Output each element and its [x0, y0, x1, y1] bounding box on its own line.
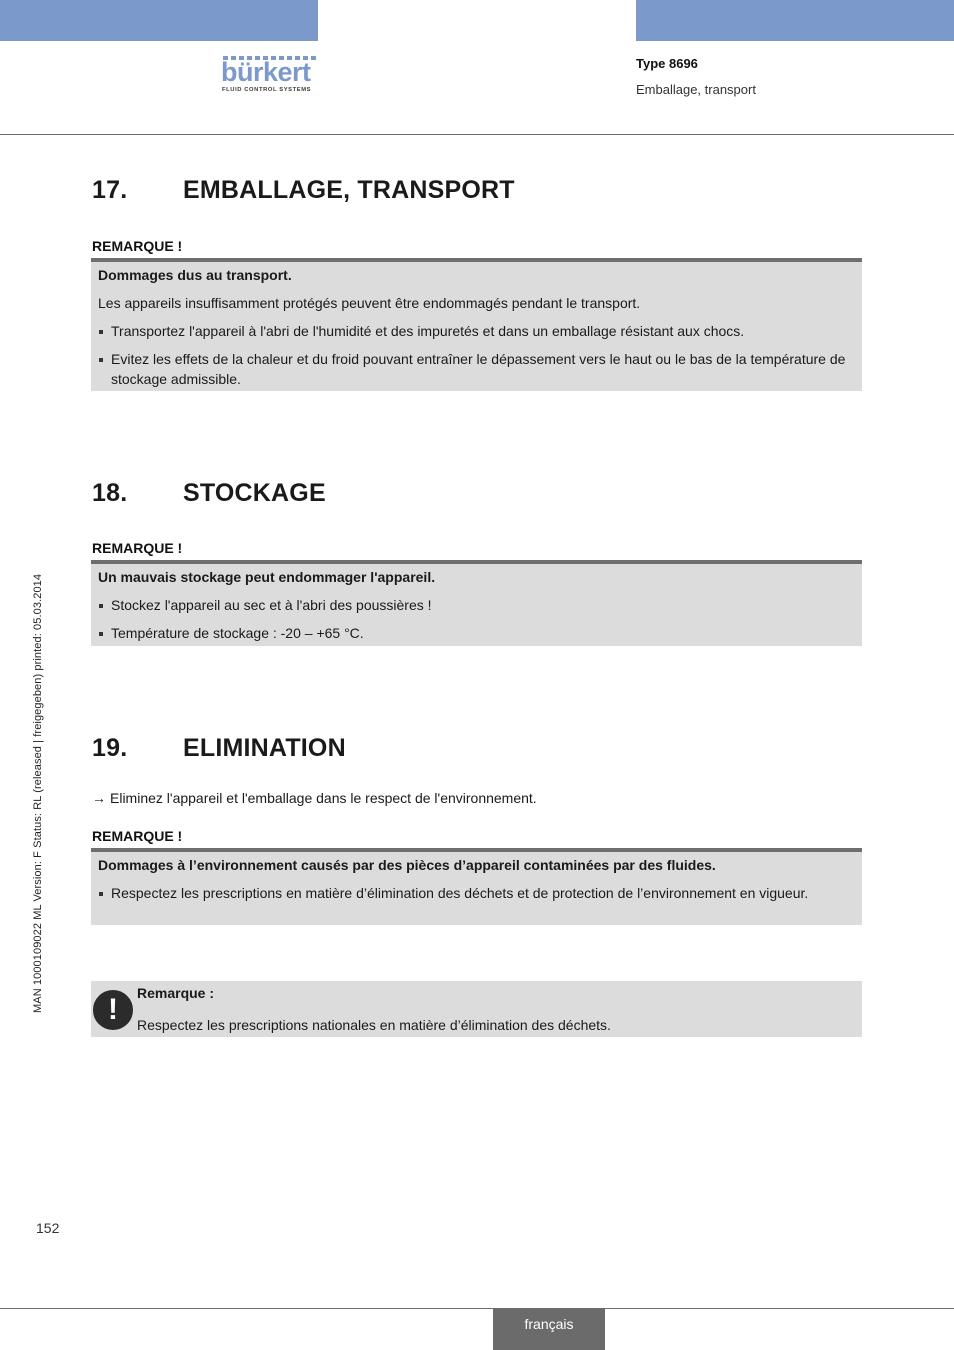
list-item: Transportez l'appareil à l'abri de l'humidité et des impuretés et dans un emballage résistant aux chocs. [98, 321, 846, 341]
exclamation-icon: ! [91, 988, 135, 1032]
list-item: Respectez les prescriptions en matière d’élimination des déchets et de protection de l’environnement en vigueur. [98, 883, 846, 903]
note-heading: Dommages à l’environnement causés par des pièces d’appareil contaminées par des fluides. [98, 857, 716, 873]
action-text: Eliminez l'appareil et l'emballage dans le respect de l'environnement. [110, 790, 537, 806]
note-box-elimination [91, 848, 862, 925]
logo-wordmark: bürkert [221, 57, 311, 87]
remark-label: REMARQUE ! [92, 828, 183, 844]
header-divider [0, 134, 954, 135]
arrow-right-icon: → [92, 790, 106, 806]
burkert-logo [221, 56, 319, 96]
info-note-title: Remarque : [137, 985, 215, 1001]
header-subtitle: Emballage, transport [636, 82, 756, 97]
section-number: 17. [92, 176, 128, 204]
remark-label: REMARQUE ! [92, 238, 183, 254]
note-box-storage [91, 560, 862, 646]
document-reference: MAN 1000109022 ML Version: F Status: RL (released | freigegeben) printed: 05.03.2014 [32, 573, 44, 1013]
logo-tagline: FLUID CONTROL SYSTEMS [222, 87, 312, 93]
info-note-text: Respectez les prescriptions nationales en matière d’élimination des déchets. [137, 1017, 611, 1033]
section-number: 19. [92, 734, 128, 762]
action-step [92, 790, 537, 806]
section-number: 18. [92, 479, 128, 507]
footer-divider [0, 1308, 954, 1309]
list-item: Température de stockage : -20 – +65 °C. [98, 623, 846, 643]
note-box-transport [91, 258, 862, 391]
remark-label: REMARQUE ! [92, 540, 183, 556]
info-note [91, 981, 862, 1037]
header-type: Type 8696 [636, 56, 698, 71]
section-title: EMBALLAGE, TRANSPORT [183, 176, 515, 204]
page-number: 152 [36, 1220, 60, 1236]
header-band-left [0, 0, 318, 41]
language-tab: français [493, 1308, 605, 1350]
section-title: ELIMINATION [183, 734, 346, 762]
note-heading: Dommages dus au transport. [98, 267, 292, 283]
header-band-right [636, 0, 954, 41]
list-item: Stockez l'appareil au sec et à l'abri des poussières ! [98, 595, 846, 615]
note-paragraph: Les appareils insuffisamment protégés peuvent être endommagés pendant le transport. [98, 295, 641, 311]
note-heading: Un mauvais stockage peut endommager l'appareil. [98, 569, 436, 585]
section-title: STOCKAGE [183, 479, 326, 507]
list-item: Evitez les effets de la chaleur et du froid pouvant entraîner le dépassement vers le haut ou le bas de la température de stockage admissible. [98, 349, 846, 389]
